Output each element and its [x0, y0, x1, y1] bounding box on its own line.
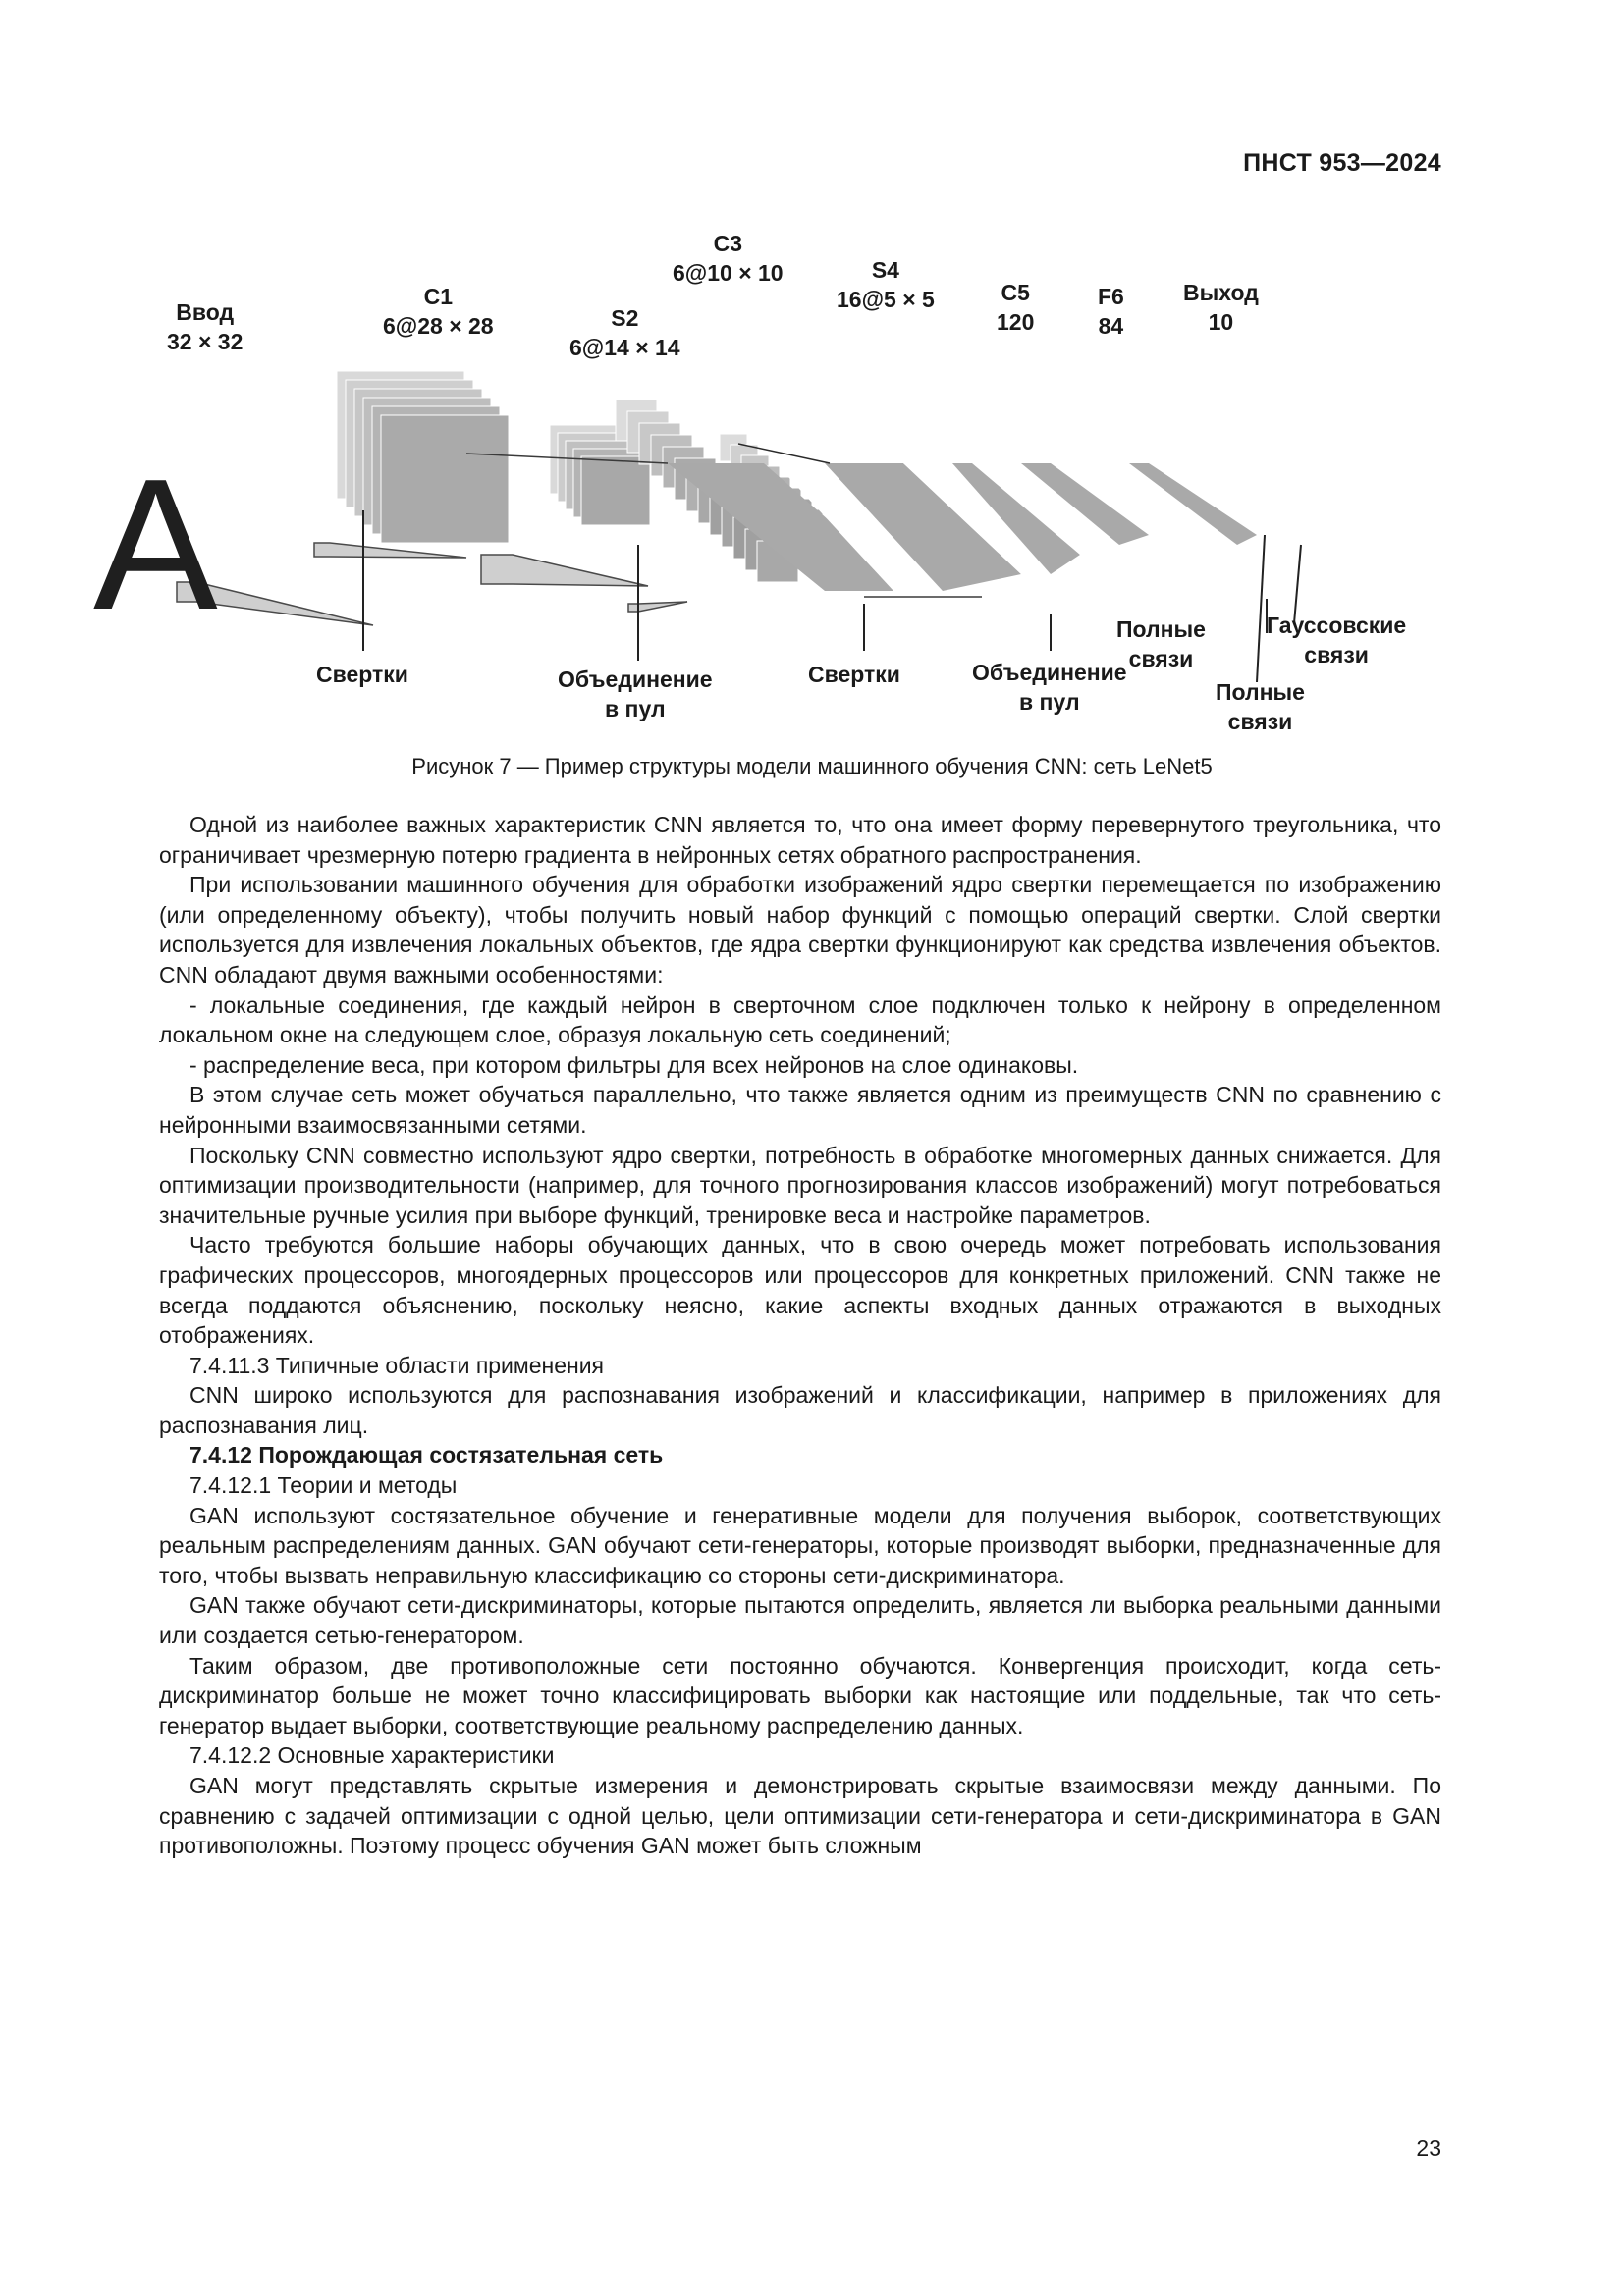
paragraph: В этом случае сеть может обучаться параллельно, что также является одним из преимуществ CNN по сравнению с нейронными взаимосвязанными сетями. — [159, 1082, 1441, 1138]
conv2-label: Свертки — [808, 662, 900, 687]
full1-label: Полные связи — [1116, 616, 1206, 671]
c5-label: C5 120 — [997, 280, 1035, 335]
c1-label: C1 6@28 × 28 — [383, 284, 494, 339]
section-heading: 7.4.12 Порождающая состязательная сеть — [189, 1442, 664, 1468]
paragraph: GAN могут представлять скрытые измерения и демонстрировать скрытые взаимосвязи между данными. По сравнению с задачей оптимизации с одной целью, цели оптимизации сети-генератора и сети-дискриминатора в GAN противоположны. Поэтому процесс обучения GAN может быть сложным — [159, 1773, 1441, 1859]
conv1-label: Свертки — [316, 662, 408, 687]
paragraph: При использовании машинного обучения для обработки изображений ядро свертки перемещается по изображению (или определенному объекту), чтобы получить новый набор функций с помощью операций свертки. Слой свертки используется для извлечения локальных объектов, где ядра свертки функционируют как средства извлечения объектов. CNN обладают двумя важными особенностями: — [159, 872, 1441, 988]
list-item: - локальные соединения, где каждый нейрон в сверточном слое подключен только к нейрону в определенном локальном окне на следующем слое, образуя локальную сеть соединений; — [159, 991, 1441, 1048]
full2-label: Полные связи — [1216, 679, 1305, 734]
paragraph: Таким образом, две противоположные сети постоянно обучаются. Конвергенция происходит, когда сеть-дискриминатор больше не может точно классифицировать выборки как настоящие или поддельные, так что сеть-генератор выдает выборки, соответствующие реальному распределению данных. — [159, 1652, 1441, 1738]
paragraph: GAN используют состязательное обучение и генеративные модели для получения выборок, соответствующих реальным распределениям данных. GAN обучают сети-генераторы, которые производят выборки, предназначенные для того, чтобы вызвать неправильную классификацию со стороны сети-дискриминатора. — [159, 1502, 1441, 1588]
gauss-label: Гауссовские связи — [1267, 613, 1407, 667]
s4-label: S4 16@5 × 5 — [837, 257, 935, 312]
f6-label: F6 84 — [1098, 284, 1124, 339]
lenet5-figure — [93, 221, 1434, 751]
subsection-heading: 7.4.11.3 Типичные области применения — [189, 1352, 605, 1378]
paragraph: GAN также обучают сети-дискриминаторы, которые пытаются определить, является ли выборка реальными данными или создается сетью-генератором. — [159, 1592, 1441, 1649]
paragraph: Поскольку CNN совместно используют ядро свертки, потребность в обработке многомерных данных снижается. Для оптимизации производительности (например, для точного прогнозирования классов изображений) могут потребоваться значительные ручные усилия при выборе функций, тренировке веса и настройке параметров. — [159, 1142, 1441, 1228]
input-letter: A — [93, 441, 218, 649]
s2-label: S2 6@14 × 14 — [569, 305, 680, 360]
body-text — [159, 810, 1441, 1861]
document-header: ПНСТ 953—2024 — [1243, 149, 1441, 177]
paragraph: CNN широко используются для распознавания изображений и классификации, например в приложениях для распознавания лиц. — [159, 1382, 1441, 1438]
paragraph: Часто требуются большие наборы обучающих данных, что в свою очередь может потребовать использования графических процессоров, многоядерных процессоров или процессоров для конкретных приложений. CNN также не всегда поддаются объяснению, поскольку неясно, какие аспекты входных данных отражаются в выходных отображениях. — [159, 1232, 1441, 1349]
list-item: - распределение веса, при котором фильтры для всех нейронов на слое одинаковы. — [189, 1051, 1079, 1078]
subsection-heading: 7.4.12.2 Основные характеристики — [189, 1742, 555, 1769]
pool1-label: Объединение в пул — [558, 667, 713, 721]
c3-label: C3 6@10 × 10 — [673, 231, 784, 286]
kernel-projections — [177, 543, 687, 625]
figure-caption: Рисунок 7 — Пример структуры модели машинного обучения CNN: сеть LeNet5 — [411, 754, 1213, 778]
pool2-label: Объединение в пул — [972, 660, 1127, 715]
paragraph: Одной из наиболее важных характеристик CNN является то, что она имеет форму перевернутого треугольника, что ограничивает чрезмерную потерю градиента в нейронных сетях обратного распространения. — [159, 812, 1441, 868]
subsection-heading: 7.4.12.1 Теории и методы — [189, 1472, 458, 1499]
output-label: Выход 10 — [1183, 280, 1259, 335]
input-label: Ввод 32 × 32 — [167, 299, 244, 354]
page-number: 23 — [1416, 2135, 1441, 2161]
fully-connected-bands — [668, 463, 1257, 591]
